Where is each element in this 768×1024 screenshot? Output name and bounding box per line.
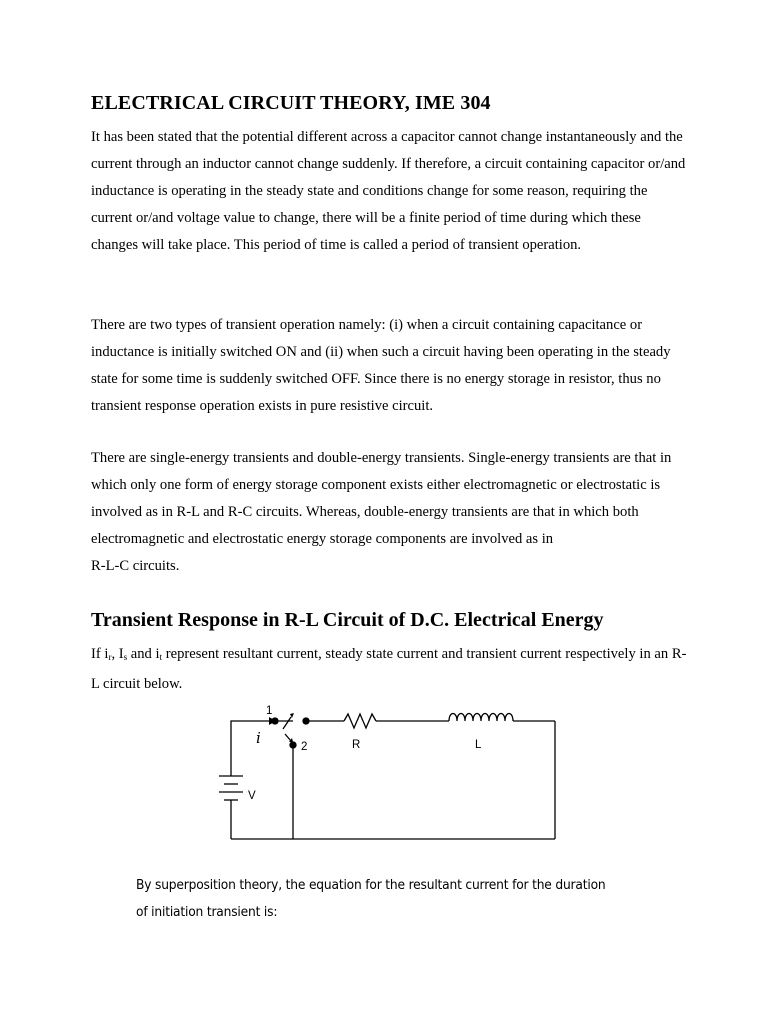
switch-contact-1 [272, 718, 278, 724]
switch-blade-lower [285, 734, 291, 741]
switch-label-1: 1 [266, 705, 273, 717]
inductor-label: L [475, 739, 482, 751]
para4-part4: represent resultant current, steady state current and transient current respectively in an R-L circuit below. [91, 646, 687, 692]
switch-blade [283, 717, 291, 729]
paragraph-current-definitions [91, 641, 691, 698]
document-title: ELECTRICAL CIRCUIT THEORY, IME 304 [91, 92, 491, 114]
inductor-symbol [449, 714, 513, 722]
section-heading-rl-transient: Transient Response in R-L Circuit of D.C. Electrical Energy [91, 609, 604, 631]
paragraph-transient-intro: It has been stated that the potential different across a capacitor cannot change instantaneously and the current through an inductor cannot change suddenly. If therefore, a circuit containing capacitor or/and inductance is operating in the steady state and conditions change for some reason, requiring the current or/and voltage value to change, there will be a finite period of time during which these changes will take place. This period of time is called a period of transient operation. [91, 129, 686, 253]
paragraph-energy-transients-text: There are single-energy transients and double-energy transients. Single-energy transients are that in which only one form of energy storage component exists either electromagnetic or electrostatic is involved as in R-L and R-C circuits. Whereas, double-energy transients are that in which both electromagnetic and electrostatic energy storage components are involved as in [91, 450, 672, 547]
switch-label-2: 2 [301, 741, 308, 753]
para4-part3: and i [127, 646, 160, 662]
circuit-wire-left-top [231, 721, 269, 766]
paragraph-superposition: By superposition theory, the equation for the resultant current for the duration of initiation transient is: [136, 878, 606, 920]
rl-circuit-diagram [215, 698, 560, 844]
resistor-symbol [344, 714, 376, 728]
paragraph-energy-transients [91, 445, 691, 580]
subscript-r: r [108, 652, 112, 662]
para4-part1: If i [91, 646, 109, 662]
subscript-s: s [123, 652, 128, 662]
para4-part2: , I [111, 646, 124, 662]
subscript-t: t [159, 652, 163, 662]
paragraph-transient-types: There are two types of transient operation namely: (i) when a circuit containing capacitance or inductance is initially switched ON and (ii) when such a circuit having been operating in the steady state for some time is suddenly switched OFF. Since there is no energy storage in resistor, thus no transient response operation exists in pure resistive circuit. [91, 317, 671, 414]
paragraph-energy-transients-end: R-L-C circuits. [91, 558, 180, 574]
current-label: i [256, 729, 261, 747]
resistor-label: R [352, 739, 361, 751]
source-label: V [248, 790, 256, 802]
